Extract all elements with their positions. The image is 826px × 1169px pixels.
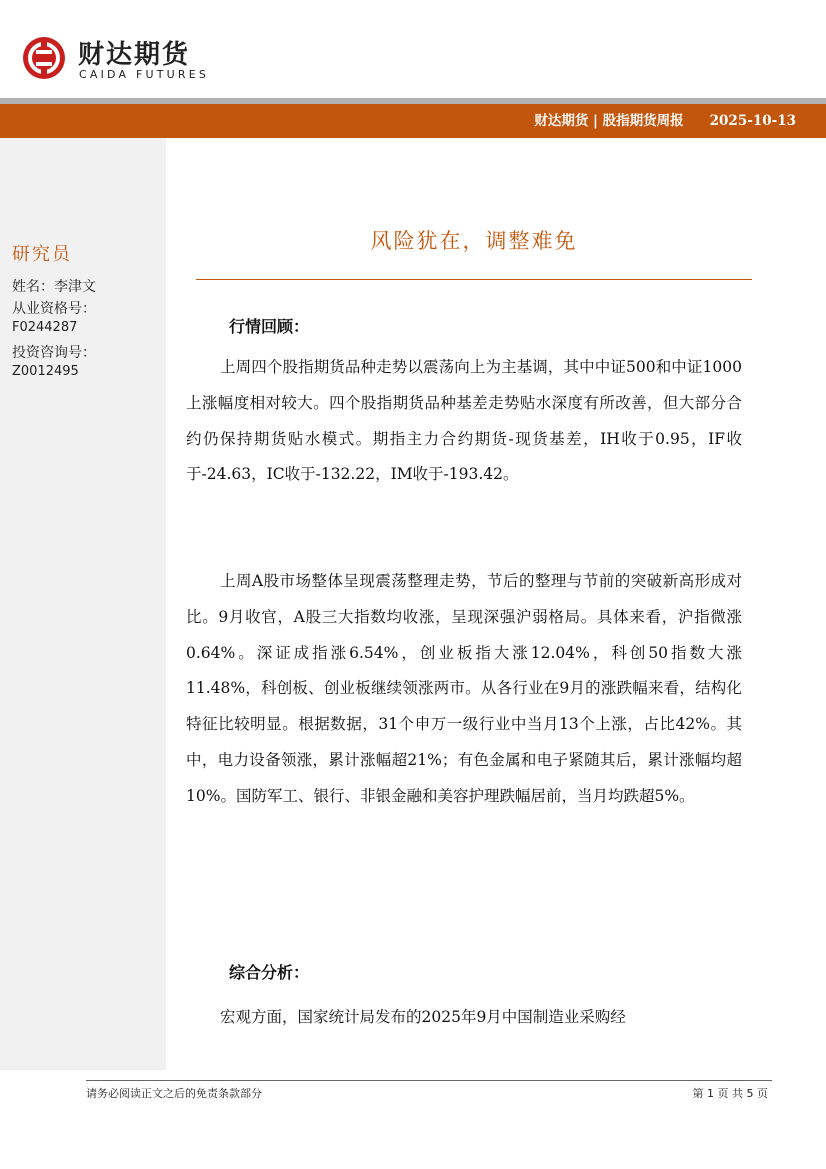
paragraph-market-review-2: 上周A股市场整体呈现震荡整理走势，节后的整理与节前的突破新高形成对比。9月收官，A股三大指数均收涨，呈现深强沪弱格局。具体来看，沪指微涨0.64%。深证成指涨6.54%，创业板指大涨12.04%，科创50指数大涨11.48%，科创板、创业板继续领涨两市。从各行业在9月的涨跌幅来看，结构化特征比较明显。根据数据，31个申万一级行业中当月13个上涨，占比42%。其中，电力设备领涨，累计涨幅超21%；有色金属和电子紧随其后，累计涨幅均超10%。国防军工、银行、非银金融和美容护理跌幅居前，当月均跌超5%。 xyxy=(186,572,742,805)
section-heading-market-review: 行情回顾： xyxy=(229,317,310,336)
analyst-sidebar xyxy=(0,138,166,1070)
caida-logo-icon xyxy=(22,36,66,80)
footer-disclaimer: 请务必阅读正文之后的免责条款部分 xyxy=(86,1087,262,1100)
paragraph-analysis-1: 宏观方面，国家统计局发布的2025年9月中国制造业采购经 xyxy=(220,1008,626,1026)
logo-english-name: CAIDA FUTURES xyxy=(79,68,210,81)
paragraph-market-review-1: 上周四个股指期货品种走势以震荡向上为主基调，其中中证500和中证1000上涨幅度相对较大。四个股指期货品种基差走势贴水深度有所改善，但大部分合约仍保持期货贴水模式。期指主力合约期货-现货基差，IH收于0.95，IF收于-24.63，IC收于-132.22，IM收于-193.42。 xyxy=(186,358,742,484)
report-title: 风险犹在，调整难免 xyxy=(370,229,578,253)
sidebar-title: 研究员 xyxy=(12,244,72,265)
report-date: 2025-10-13 xyxy=(709,113,796,129)
footer-divider xyxy=(86,1080,772,1081)
analyst-name: 姓名：李津文 xyxy=(12,279,96,295)
logo-chinese-name: 财达期货 xyxy=(78,40,191,70)
report-label: 财达期货 | 股指期货周报 xyxy=(534,113,684,129)
header-report-info xyxy=(534,104,796,138)
qualification-number: F0244287 xyxy=(12,320,78,335)
title-divider xyxy=(196,279,752,280)
consult-number: Z0012495 xyxy=(12,364,79,379)
section-heading-analysis: 综合分析： xyxy=(229,963,310,982)
footer-page-info: 第 1 页 共 5 页 xyxy=(692,1087,768,1100)
company-logo xyxy=(22,32,222,86)
consult-label: 投资咨询号： xyxy=(12,345,96,361)
qualification-label: 从业资格号： xyxy=(12,301,96,317)
